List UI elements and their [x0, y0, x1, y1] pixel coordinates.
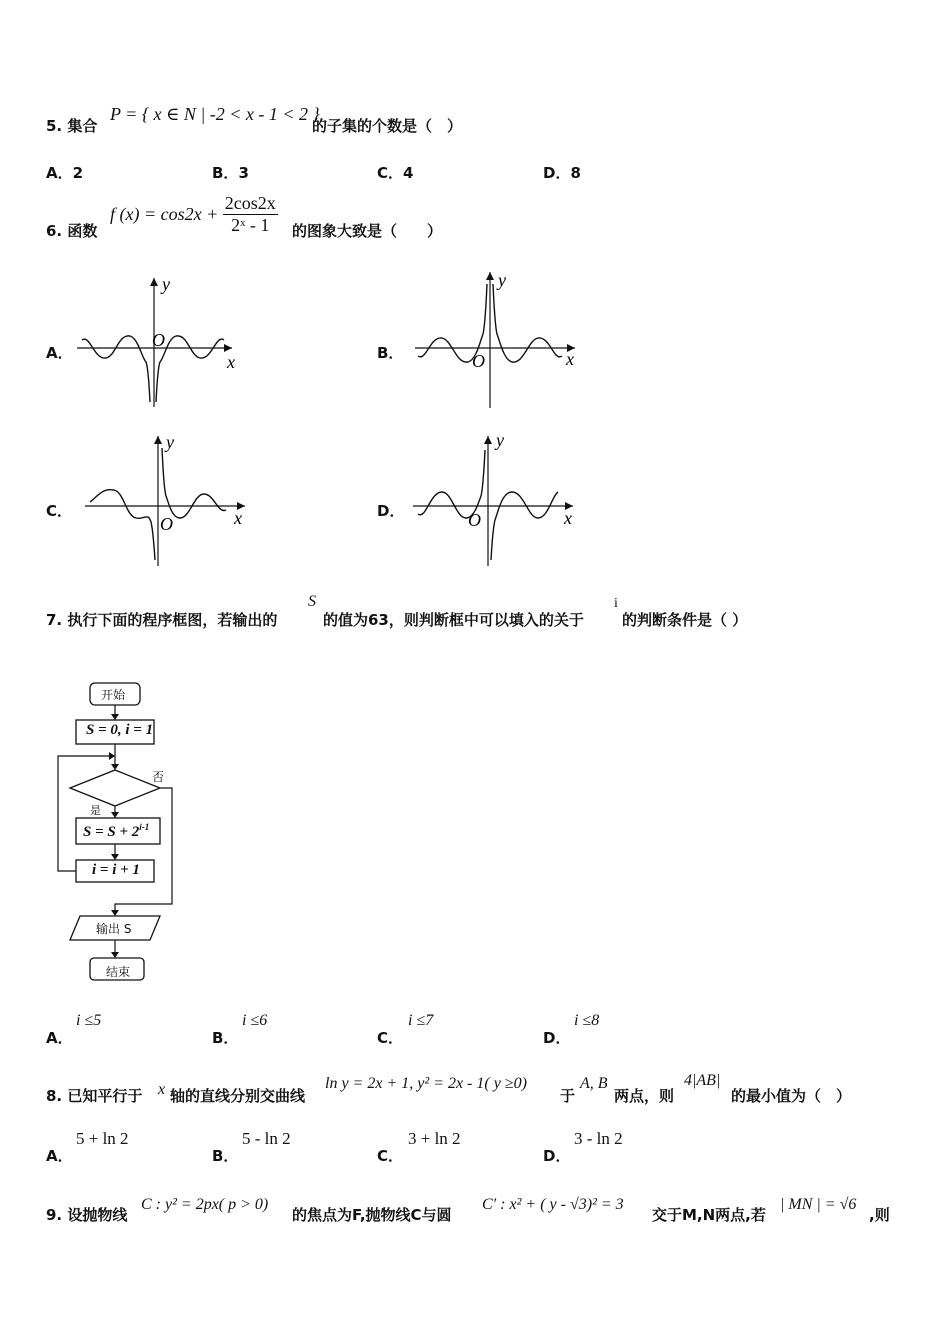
q6-func-lhs: f (x) = cos2x +	[110, 204, 219, 224]
q6-fraction	[223, 193, 278, 236]
q6-graph-b[interactable]	[410, 266, 585, 412]
q9-text-a: 设抛物线	[67, 1206, 128, 1224]
q6-number: 6.	[46, 222, 63, 240]
graph-d-y-label: y	[496, 430, 504, 450]
q6-prefix: 函数	[67, 222, 98, 240]
q8-text-b: 轴的直线分别交曲线	[170, 1087, 306, 1105]
q8-option-b-value[interactable]: 5 - ln 2	[242, 1129, 291, 1148]
q8-text-c: 于	[560, 1087, 576, 1105]
q6-option-c[interactable]: C．	[46, 502, 73, 520]
q7-text-c: 的判断条件是（ ）	[622, 611, 748, 629]
q7-option-d-value[interactable]: i ≤8	[574, 1012, 600, 1029]
graph-d-origin-label: O	[468, 510, 481, 530]
flow-no-label: 否	[152, 770, 165, 784]
q8-stem	[46, 1085, 142, 1106]
flow-update-s-text: $S = S + 2^{i-1}$	[83, 822, 150, 840]
q6-frac-num: 2cos2x	[224, 193, 276, 213]
q8-option-c-value[interactable]: 3 + ln 2	[408, 1129, 461, 1148]
q7-stem	[46, 609, 277, 630]
q8-expr: 4|AB|	[684, 1072, 721, 1089]
q9-text-d: ,则	[869, 1206, 890, 1224]
q6-graph-c[interactable]	[80, 430, 255, 570]
q8-var-x: x	[158, 1081, 166, 1098]
q7-option-b-letter[interactable]: B．	[212, 1029, 239, 1047]
q8-option-d-value[interactable]: 3 - ln 2	[574, 1129, 623, 1148]
q8-number: 8.	[46, 1087, 63, 1105]
flow-update-i-text: i = i + 1	[92, 862, 140, 878]
q9-parabola: C : y² = 2px( p > 0)	[141, 1196, 269, 1213]
q8-option-c-letter[interactable]: C．	[377, 1147, 404, 1165]
q5-suffix: 的子集的个数是（ ）	[312, 117, 463, 135]
graph-c-x-label: x	[234, 508, 242, 528]
flow-start-text: 开始	[101, 688, 126, 702]
q6-graph-d[interactable]	[408, 430, 583, 570]
flow-output-text: 输出 S	[96, 922, 132, 936]
q7-text-a: 执行下面的程序框图，若输出的	[67, 611, 278, 629]
q7-option-b-value[interactable]: i ≤6	[242, 1012, 268, 1029]
q6-option-b[interactable]: B．	[377, 344, 404, 362]
q8-option-d-letter[interactable]: D．	[543, 1147, 571, 1165]
q8-option-a-letter[interactable]: A．	[46, 1147, 73, 1165]
q6-stem	[46, 220, 97, 241]
graph-c-origin-label: O	[160, 514, 173, 534]
q7-option-a-value[interactable]: i ≤5	[76, 1012, 102, 1029]
graph-a-origin-label: O	[152, 330, 165, 350]
flow-yes-label: 是	[90, 804, 101, 817]
q8-text-d: 两点，则	[614, 1087, 675, 1105]
graph-a-y-label: y	[162, 274, 170, 294]
q7-text-b: 的值为63，则判断框中可以填入的关于	[323, 611, 584, 629]
q6-option-d[interactable]: D．	[377, 502, 405, 520]
q9-text-c: 交于M,N两点,若	[652, 1206, 766, 1224]
q5-option-d[interactable]: D．8	[543, 164, 581, 182]
q6-function	[110, 193, 278, 236]
q6-frac-den: 2ˣ - 1	[231, 215, 270, 235]
graph-d-x-label: x	[564, 508, 572, 528]
q5-prefix: 集合	[67, 117, 98, 135]
q7-var-s: S	[308, 593, 316, 610]
q9-condition: | MN | = √6	[780, 1196, 857, 1213]
flow-decision-diamond	[70, 770, 160, 806]
q5-number: 5.	[46, 117, 63, 135]
flow-end-text: 结束	[106, 965, 131, 979]
q5-stem	[46, 115, 97, 136]
q7-option-a-letter[interactable]: A．	[46, 1029, 73, 1047]
q7-var-i: i	[614, 596, 618, 611]
q7-number: 7.	[46, 611, 63, 629]
q6-option-a[interactable]: A．	[46, 344, 73, 362]
graph-c-y-label: y	[166, 432, 174, 452]
q9-text-b: 的焦点为F,抛物线C与圆	[292, 1206, 452, 1224]
q8-points: A, B	[580, 1075, 608, 1092]
q8-option-a-value[interactable]: 5 + ln 2	[76, 1129, 129, 1148]
flow-init-text: S = 0, i = 1	[86, 722, 154, 738]
q7-option-c-letter[interactable]: C．	[377, 1029, 404, 1047]
q8-option-b-letter[interactable]: B．	[212, 1147, 239, 1165]
q9-circle: C′ : x² + ( y - √3)² = 3	[482, 1196, 624, 1213]
q5-option-b[interactable]: B．3	[212, 164, 249, 182]
q8-text-a: 已知平行于	[67, 1087, 143, 1105]
q5-option-a[interactable]: A．2	[46, 164, 84, 182]
graph-b-y-label: y	[498, 270, 506, 290]
graph-b-origin-label: O	[472, 351, 485, 371]
q9-number: 9.	[46, 1206, 63, 1224]
q5-option-c[interactable]: C．4	[377, 164, 414, 182]
q7-option-c-value[interactable]: i ≤7	[408, 1012, 434, 1029]
q7-option-d-letter[interactable]: D．	[543, 1029, 571, 1047]
graph-a-x-label: x	[227, 352, 235, 372]
q8-text-e: 的最小值为（ ）	[731, 1087, 852, 1105]
graph-b-x-label: x	[566, 349, 574, 369]
q9-stem	[46, 1204, 127, 1225]
q5-set-expression: P = { x ∈ N | -2 < x - 1 < 2 }	[110, 104, 320, 124]
q8-curves: ln y = 2x + 1, y² = 2x - 1( y ≥0)	[325, 1075, 527, 1092]
q6-suffix: 的图象大致是（ ）	[292, 222, 443, 240]
q6-graph-a[interactable]	[72, 272, 247, 412]
